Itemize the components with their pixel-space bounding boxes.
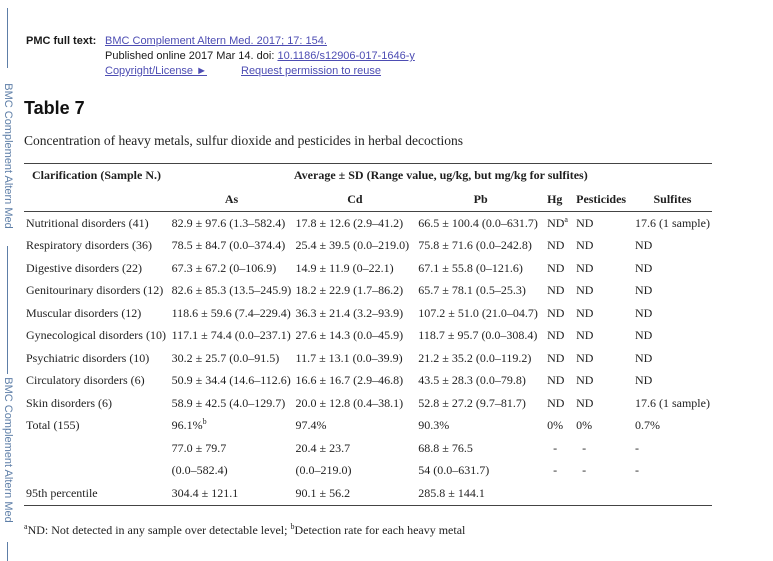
cell-sulfites: ND [634,305,653,320]
cell-sulfites: ND [634,260,653,275]
cell-hg: ND [547,283,565,298]
table-caption: Concentration of heavy metals, sulfur dioxide and pesticides in herbal decoctions [24,133,464,148]
table-subheader-row [24,188,712,212]
pmc-header [26,34,415,79]
table-header-row [24,164,712,188]
table-row [24,302,712,325]
as-rate-value: 96.1% [171,418,203,433]
cell-pesticides-dash: - [582,440,587,455]
cell-as: 304.4 ± 121.1 [170,482,294,505]
column-header-cd: Cd [294,188,417,212]
cell-sulfites: 17.6 (1 sample) [634,215,710,230]
cell-pb: 66.5 ± 100.4 (0.0–631.7) [418,215,538,230]
cell-sulfites: 17.6 (1 sample) [634,395,710,410]
cell-as-rate [170,415,294,438]
cell-as: 118.6 ± 59.6 (7.4–229.4) [171,305,291,320]
table-row [24,235,712,258]
cell-pesticides: ND [576,215,594,230]
cell-cd: 11.7 ± 13.1 (0.0–39.9) [295,350,403,365]
cell-as: 78.5 ± 84.7 (0.0–374.4) [171,238,286,253]
cell-pb: 67.1 ± 55.8 (0–121.6) [418,260,523,275]
cell-hg-dash: - [553,463,558,478]
footnote-marker: b [202,417,207,427]
cell-hg: ND [547,350,565,365]
cell-pb: 21.2 ± 35.2 (0.0–119.2) [418,350,532,365]
column-header-as: As [170,188,294,212]
table-row [24,212,712,235]
row-label: Circulatory disorders (6) [26,373,145,388]
blank-header [24,188,170,212]
row-label: Muscular disorders (12) [26,305,142,320]
cell-sulfites: ND [634,350,653,365]
side-divider [7,8,8,68]
row-label: Total (155) [26,418,80,433]
cell-pesticides: ND [576,305,594,320]
cell-pb-range: 54 (0.0–631.7) [418,463,490,478]
cell-cd: 36.3 ± 21.4 (3.2–93.9) [295,305,404,320]
percentile-row [24,482,712,505]
cell-cd-mean: 20.4 ± 23.7 [295,440,351,455]
footnote-marker: a [564,214,568,224]
cell-as-range: (0.0–582.4) [171,463,228,478]
row-label: 95th percentile [24,482,170,505]
journal-side-label: BMC Complement Altern Med [2,377,14,523]
cell-empty [574,482,633,505]
cell-pb: 118.7 ± 95.7 (0.0–308.4) [418,328,538,343]
side-divider [7,542,8,561]
row-label: Digestive disorders (22) [26,260,142,275]
cell-as: 117.1 ± 74.4 (0.0–237.1) [171,328,291,343]
cell-sulfites-dash: - [634,440,639,455]
cell-sulfites: ND [634,373,653,388]
cell-pesticides: ND [576,395,594,410]
cell-pb-mean: 68.8 ± 76.5 [418,440,473,455]
cell-sulfites: ND [634,328,653,343]
cell-hg-dash: - [553,440,558,455]
cell-as-mean: 77.0 ± 79.7 [171,440,227,455]
data-table-wrapper [24,163,712,506]
published-text: Published online 2017 Mar 14. doi: [105,50,278,62]
table-footnote [24,523,465,538]
citation-link[interactable]: BMC Complement Altern Med. 2017; 17: 154. [105,35,327,47]
row-label: Skin disorders (6) [26,395,112,410]
cell-hg [545,212,574,235]
cell-hg-rate: 0% [547,418,564,433]
copyright-link[interactable]: Copyright/License ► [105,65,207,77]
column-header-pb: Pb [416,188,545,212]
footnote-marker: b [290,522,295,531]
cell-as: 82.6 ± 85.3 (13.5–245.9) [171,283,292,298]
table-row [24,392,712,415]
cell-cd-rate: 97.4% [295,418,327,433]
cell-hg: ND [547,305,565,320]
footnote-text-b: Detection rate for each heavy metal [294,523,466,537]
cell-cd: 14.9 ± 11.9 (0–22.1) [295,260,394,275]
permission-link[interactable]: Request permission to reuse [241,65,382,77]
cell-hg: ND [547,373,565,388]
cell-sulfites: ND [634,238,653,253]
cell-empty [545,482,574,505]
cell-pb: 65.7 ± 78.1 (0.5–25.3) [418,283,526,298]
cell-cd: 25.4 ± 39.5 (0.0–219.0) [295,238,410,253]
journal-side-strip [0,0,16,561]
table-body [24,212,712,506]
cell-hg: ND [547,260,565,275]
cell-cd-range: (0.0–219.0) [295,463,352,478]
cell-pb: 52.8 ± 27.2 (9.7–81.7) [418,395,526,410]
journal-side-label: BMC Complement Altern Med [2,83,14,229]
total-row [24,415,712,438]
cell-pesticides: ND [576,238,594,253]
cell-pesticides: ND [576,328,594,343]
cell-cd: 16.6 ± 16.7 (2.9–46.8) [295,373,404,388]
cell-pb: 107.2 ± 51.0 (21.0–04.7) [418,305,538,320]
cell-pesticides-dash: - [582,463,587,478]
total-range-row [24,460,712,483]
cell-sulfites: ND [634,283,653,298]
table-row [24,257,712,280]
row-label-empty [24,460,170,483]
column-header-pesticides: Pesticides [574,188,633,212]
table-row [24,325,712,348]
data-table [24,163,712,506]
cell-pesticides: ND [576,350,594,365]
cell-cd: 17.8 ± 12.6 (2.9–41.2) [295,215,404,230]
cell-cd: 20.0 ± 12.8 (0.4–38.1) [295,395,404,410]
cell-pesticides: ND [576,283,594,298]
cell-as: 58.9 ± 42.5 (4.0–129.7) [171,395,286,410]
cell-hg: ND [547,328,565,343]
footnote-marker: a [24,522,28,531]
cell-empty [633,482,712,505]
column-header-sulfites: Sulfites [633,188,712,212]
cell-pb-rate: 90.3% [418,418,450,433]
cell-as: 30.2 ± 25.7 (0.0–91.5) [171,350,280,365]
cell-cd: 90.1 ± 56.2 [294,482,417,505]
clarification-header: Clarification (Sample N.) [24,164,170,188]
cell-sulfites-rate: 0.7% [634,418,660,433]
cell-cd: 27.6 ± 14.3 (0.0–45.9) [295,328,404,343]
average-header: Average ± SD (Range value, ug/kg, but mg/kg for sulfites) [170,164,712,188]
table-row [24,280,712,303]
cell-hg: ND [547,238,565,253]
row-label-empty [24,437,170,460]
cell-pb: 75.8 ± 71.6 (0.0–242.8) [418,238,532,253]
footnote-text-a: ND: Not detected in any sample over detectable level; [27,523,291,537]
table-row [24,370,712,393]
cell-pesticides: ND [576,373,594,388]
cell-as: 67.3 ± 67.2 (0–106.9) [171,260,277,275]
pmc-label: PMC full text: [26,35,97,47]
row-label: Nutritional disorders (41) [26,215,149,230]
cell-pb: 285.8 ± 144.1 [416,482,545,505]
row-label: Psychiatric disorders (10) [26,350,150,365]
hg-value: ND [547,215,565,230]
row-label: Genitourinary disorders (12) [26,283,164,298]
cell-pb: 43.5 ± 28.3 (0.0–79.8) [418,373,526,388]
table-row [24,347,712,370]
cell-hg: ND [547,395,565,410]
cell-sulfites-dash: - [634,463,639,478]
row-label: Respiratory disorders (36) [26,238,152,253]
side-divider [7,246,8,374]
cell-pesticides-rate: 0% [576,418,593,433]
row-label: Gynecological disorders (10) [26,328,166,343]
cell-cd: 18.2 ± 22.9 (1.7–86.2) [295,283,404,298]
cell-pesticides: ND [576,260,594,275]
cell-as: 82.9 ± 97.6 (1.3–582.4) [171,215,286,230]
table-title: Table 7 [24,98,85,118]
column-header-hg: Hg [545,188,574,212]
doi-link[interactable]: 10.1186/s12906-017-1646-y [277,50,415,62]
cell-as: 50.9 ± 34.4 (14.6–112.6) [171,373,291,388]
total-mean-row [24,437,712,460]
